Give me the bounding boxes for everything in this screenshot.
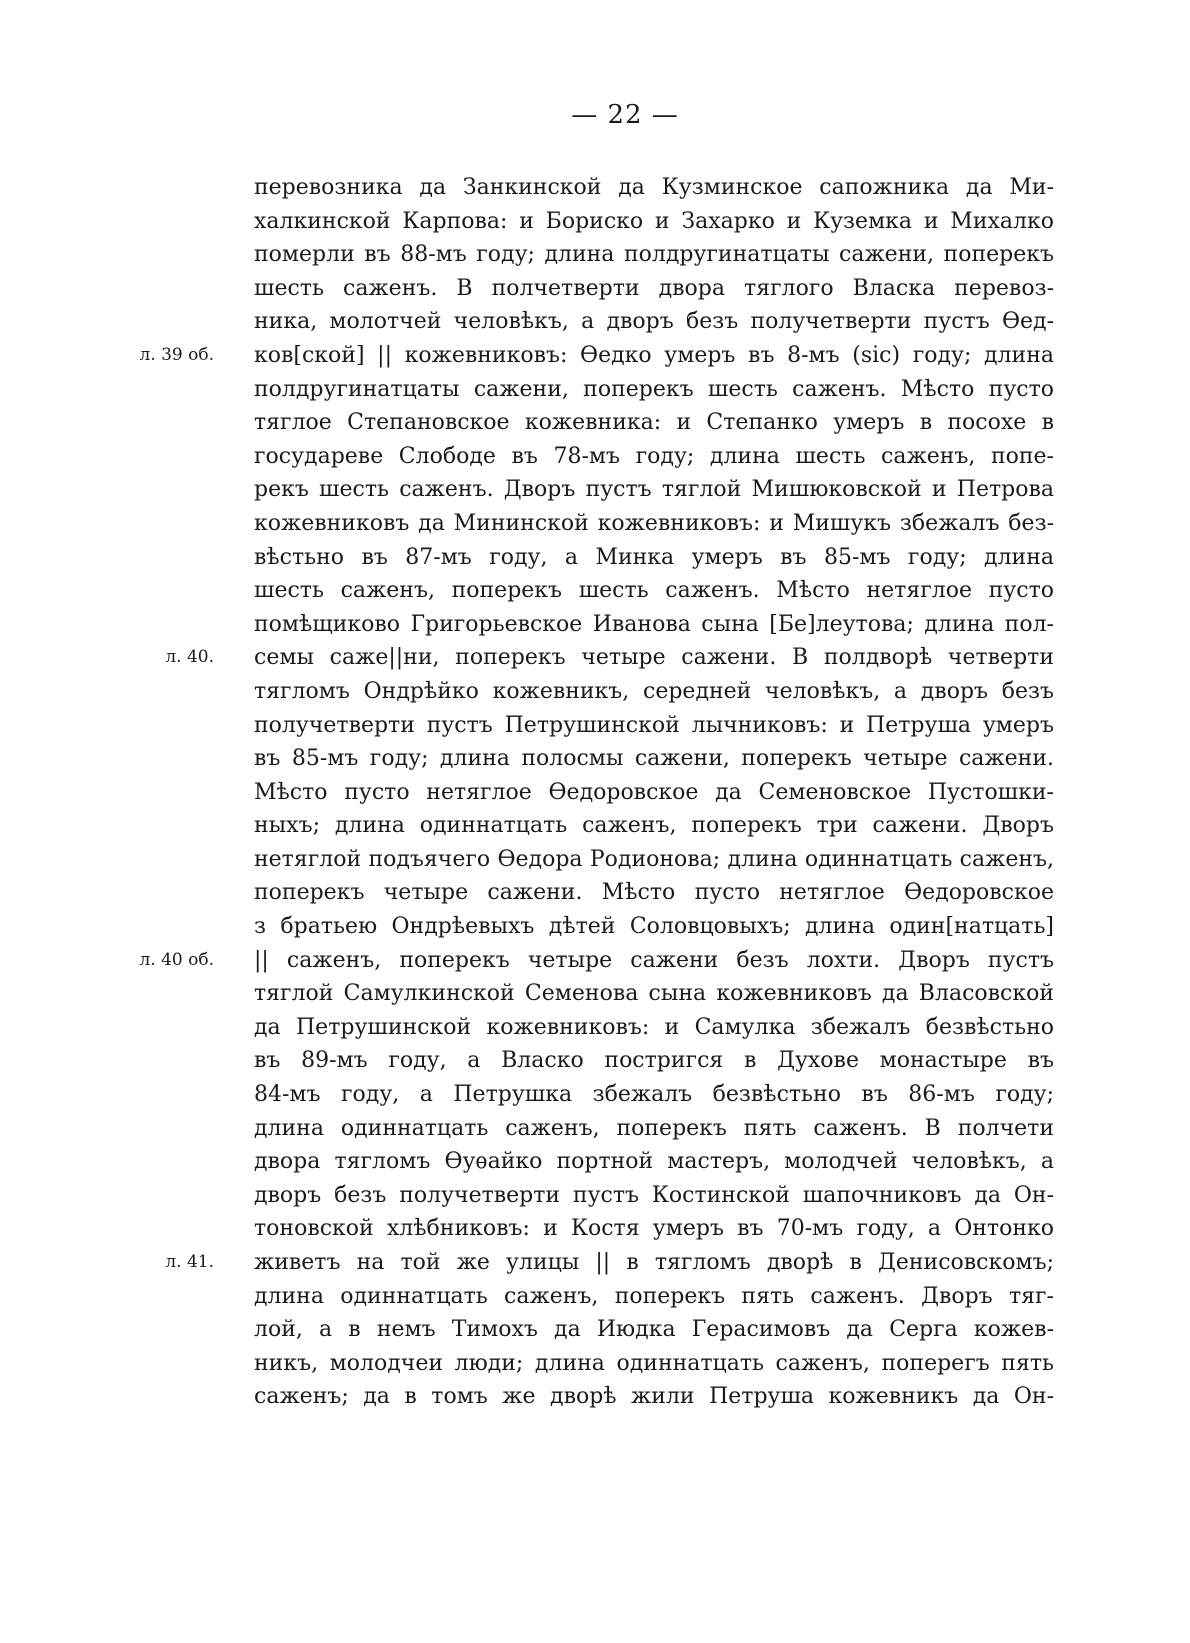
line-text: вѣстьно въ 87-мъ году, а Минка умеръ въ 85-мъ году; длина <box>254 544 1054 570</box>
line-text: ков[ской] || кожевниковъ: Ѳедко умеръ въ 8-мъ (sic) году; длина <box>254 342 1054 368</box>
text-line <box>254 305 1054 339</box>
text-line <box>254 608 1054 642</box>
line-text: Мѣсто пусто нетяглое Ѳедоровское да Семеновское Пустошки- <box>254 779 1054 805</box>
line-text: тоновской хлѣбниковъ: и Костя умеръ въ 70-мъ году, а Онтонко <box>254 1216 1054 1242</box>
text-line <box>254 541 1054 575</box>
line-text: 84-мъ году, а Петрушка збежалъ безвѣстьно въ 86-мъ году; <box>254 1082 1054 1108</box>
text-line <box>254 574 1054 608</box>
line-text: длина одиннатцать саженъ, поперекъ пять саженъ. Дворъ тяг- <box>254 1283 1054 1309</box>
line-text: нетяглой подъячего Ѳедора Родионова; длина одиннатцать саженъ, <box>254 846 1054 872</box>
folio-margin-note: л. 39 об. <box>139 344 214 365</box>
line-text: получетверти пустъ Петрушинской лычниковъ: и Петруша умеръ <box>254 712 1054 738</box>
line-text: живетъ на той же улицы || в тягломъ дворѣ в Денисовскомъ; <box>254 1250 1054 1275</box>
line-text: помѣщиково Григорьевское Иванова сына [Бе]леутова; длина пол- <box>254 611 1054 637</box>
line-text: рекъ шесть саженъ. Дворъ пустъ тяглой Мишюковской и Петрова <box>254 477 1054 503</box>
text-line <box>254 876 1054 910</box>
text-line <box>254 1212 1054 1246</box>
line-text: тягломъ Ондрѣйко кожевникъ, середней человѣкъ, а дворъ безъ <box>254 678 1054 704</box>
text-line <box>254 1078 1054 1112</box>
line-text: длина одиннатцать саженъ, поперекъ пять саженъ. В полчети <box>254 1115 1054 1141</box>
folio-margin-note: л. 41. <box>165 1252 214 1272</box>
line-text: въ 85-мъ году; длина полосмы сажени, поперекъ четыре сажени. <box>254 746 1054 772</box>
line-text: померли въ 88-мъ году; длина полдругинатцаты сажени, поперекъ <box>254 242 1054 268</box>
line-text: двора тягломъ Ѳуѳайко портной мастеръ, молодчей человѣкъ, а <box>254 1149 1054 1175</box>
text-line <box>254 205 1054 239</box>
text-line <box>254 406 1054 440</box>
line-text: ныхъ; длина одиннатцать саженъ, поперекъ три сажени. Дворъ <box>254 813 1054 839</box>
text-line <box>254 1280 1054 1314</box>
line-text: въ 89-мъ году, а Власко постригся в Духове монастыре въ <box>254 1048 1054 1074</box>
line-text: халкинской Карпова: и Бориско и Захарко и Куземка и Михалко <box>254 208 1054 234</box>
line-text: кожевниковъ да Мининской кожевниковъ: и Мишукъ збежалъ без- <box>254 510 1054 536</box>
text-line <box>254 910 1054 944</box>
text-line <box>139 944 1054 978</box>
line-text: семы саже||ни, поперекъ четыре сажени. В полдворѣ четверти <box>254 645 1054 671</box>
line-text: поперекъ четыре сажени. Мѣсто пусто нетяглое Ѳедоровское <box>254 880 1054 906</box>
line-text: шесть саженъ, поперекъ шесть саженъ. Мѣсто нетяглое пусто <box>254 578 1054 604</box>
text-line <box>254 1112 1054 1146</box>
text-line <box>254 776 1054 810</box>
text-line <box>254 272 1054 306</box>
text-line <box>254 1380 1054 1414</box>
text-line <box>254 742 1054 776</box>
text-line <box>254 843 1054 877</box>
line-text: никъ, молодчеи люди; длина одиннатцать саженъ, поперегъ пять <box>254 1350 1054 1376</box>
text-line <box>254 1313 1054 1347</box>
text-line <box>254 473 1054 507</box>
text-line <box>254 709 1054 743</box>
line-text: ника, молотчей человѣкъ, а дворъ безъ получетверти пустъ Ѳед- <box>254 309 1054 335</box>
page-number: — 22 — <box>571 100 679 130</box>
text-line <box>254 675 1054 709</box>
line-text: саженъ; да в томъ же дворѣ жили Петруша кожевникъ да Он- <box>254 1384 1054 1410</box>
line-text: з братьею Ондрѣевыхъ дѣтей Соловцовыхъ; длина один[натцать] <box>254 914 1054 940</box>
text-line <box>254 507 1054 541</box>
line-text: шесть саженъ. В полчетверти двора тяглого Власка перевоз- <box>254 275 1054 301</box>
line-text: тяглое Степановское кожевника: и Степанко умеръ в посохе в <box>254 410 1054 436</box>
line-text: лой, а в немъ Тимохъ да Июдка Герасимовъ да Серга кожев- <box>254 1317 1054 1343</box>
line-text: дворъ безъ получетверти пустъ Костинской шапочниковъ да Он- <box>254 1182 1054 1208</box>
text-line <box>254 1145 1054 1179</box>
text-line <box>254 440 1054 474</box>
text-line <box>165 641 1054 675</box>
text-line <box>254 373 1054 407</box>
line-text: || саженъ, поперекъ четыре сажени безъ лохти. Дворъ пустъ <box>254 947 1054 973</box>
line-text: государеве Слободе въ 78-мъ году; длина шесть саженъ, попе- <box>254 443 1054 469</box>
text-line <box>254 1347 1054 1381</box>
folio-margin-note: л. 40 об. <box>139 949 214 970</box>
text-line <box>165 1246 1054 1280</box>
line-text: полдругинатцаты сажени, поперекъ шесть саженъ. Мѣсто пусто <box>254 376 1054 402</box>
text-line <box>254 171 1054 205</box>
folio-margin-note: л. 40. <box>165 647 214 668</box>
text-line <box>254 1011 1054 1045</box>
text-line <box>254 1179 1054 1213</box>
line-text: тяглой Самулкинской Семенова сына кожевниковъ да Власовской <box>254 981 1054 1007</box>
line-text: да Петрушинской кожевниковъ: и Самулка збежалъ безвѣстьно <box>254 1014 1054 1040</box>
text-line <box>254 809 1054 843</box>
text-line <box>254 238 1054 272</box>
text-line <box>254 1044 1054 1078</box>
text-line <box>139 339 1054 373</box>
line-text: перевозника да Занкинской да Кузминское сапожника да Ми- <box>254 175 1054 200</box>
text-line <box>254 977 1054 1011</box>
body-text <box>139 171 1054 1414</box>
